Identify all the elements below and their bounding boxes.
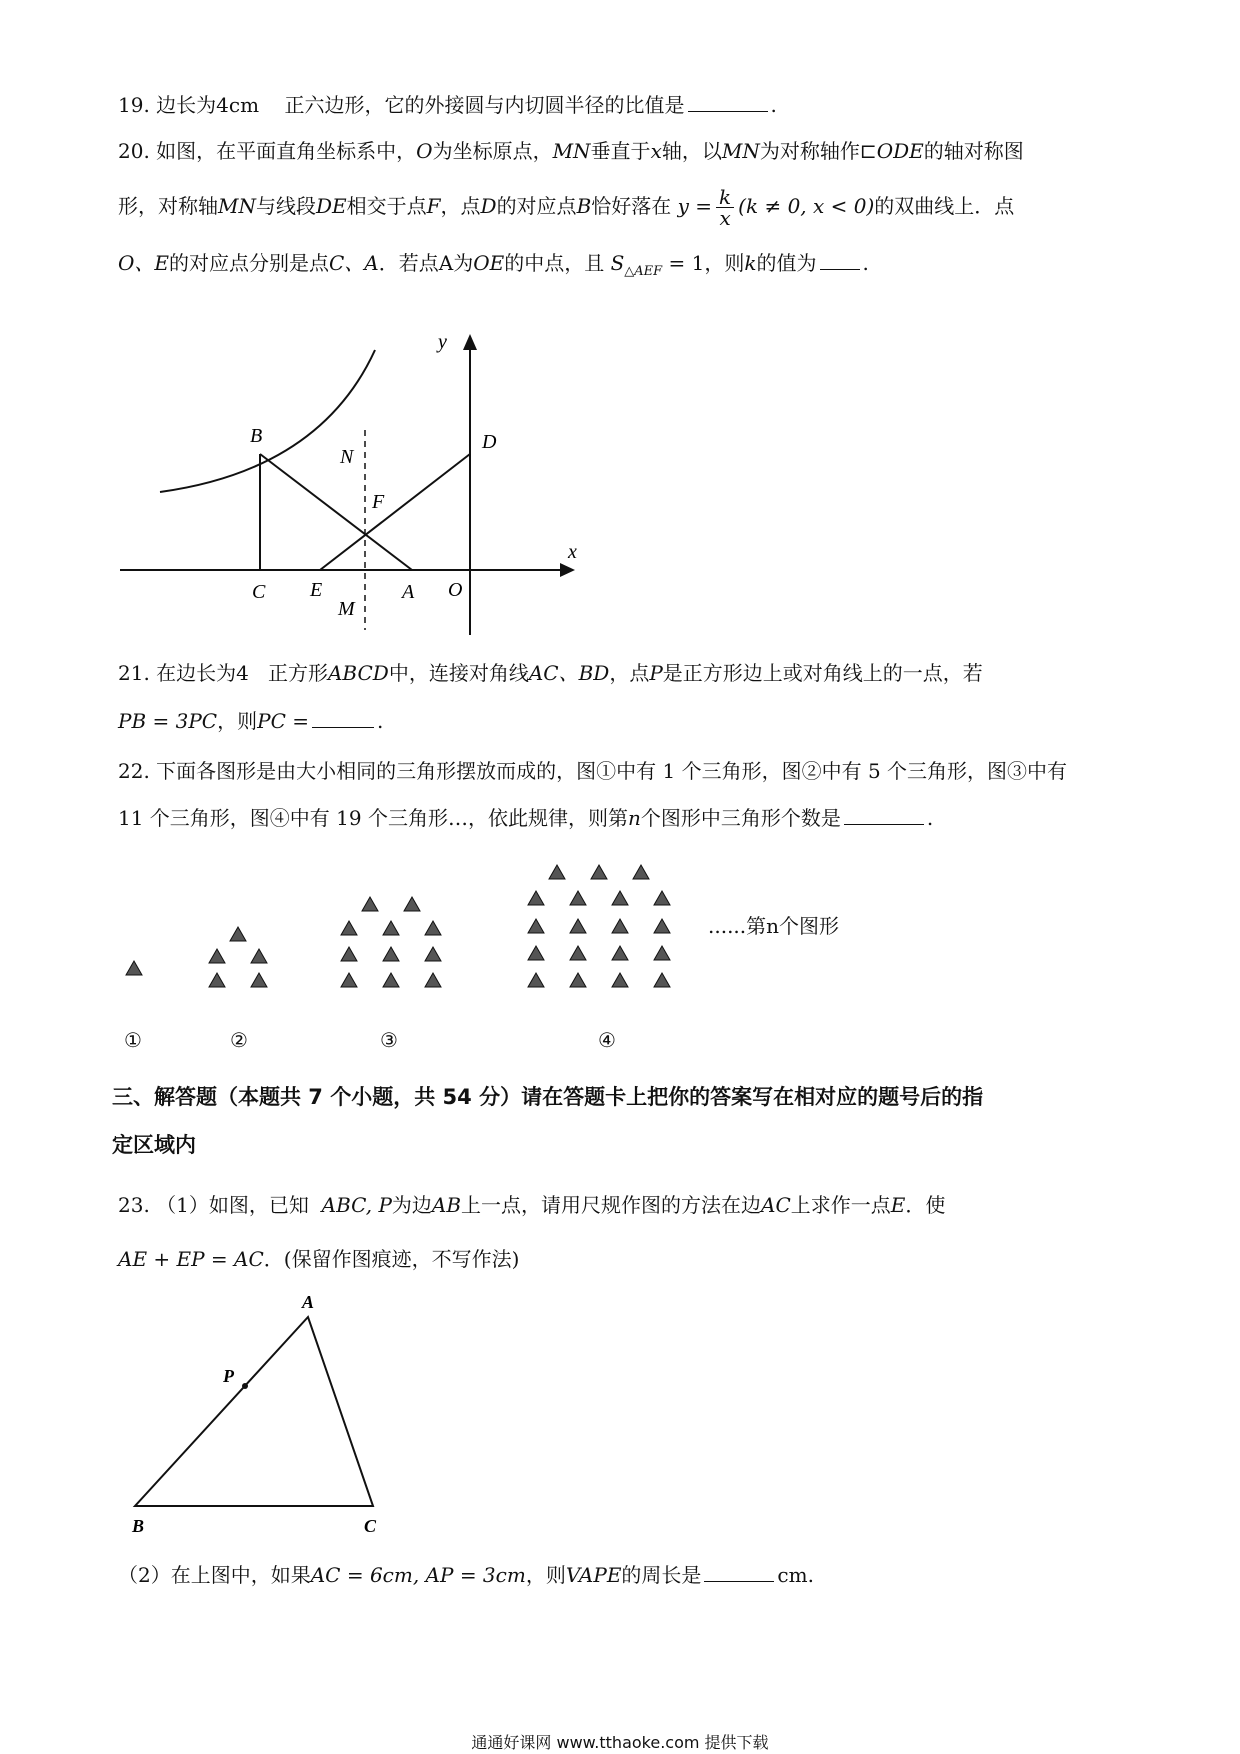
q20-t1e: 垂直于 <box>590 139 651 163</box>
q19-end: . <box>770 93 777 117</box>
x-axis-arrow <box>560 563 575 577</box>
triangle <box>383 947 399 961</box>
q21-end: . <box>377 709 384 733</box>
label-d: D <box>482 431 497 453</box>
q20-line-2 <box>118 187 1014 228</box>
label-c: C <box>252 581 266 603</box>
q23-t3b: AC = 6cm, AP = 3cm <box>310 1563 526 1587</box>
q23-line-1 <box>118 1190 945 1220</box>
triangle <box>362 897 378 911</box>
q20-t2d: DE <box>315 194 347 218</box>
q20-t2g: ，点 <box>440 194 481 218</box>
q20-area-val: = 1 <box>662 251 705 275</box>
triangle <box>654 973 670 987</box>
triangle <box>404 897 420 911</box>
section-3-heading-line-1: 三、解答题（本题共 7 个小题，共 54 分）请在答题卡上把你的答案写在相对应的题号后的指 <box>112 1085 984 1109</box>
label-c: C <box>364 1516 377 1536</box>
q20-t2a: 形，对称轴 <box>118 194 218 218</box>
triangle <box>570 919 586 933</box>
q23-t1b: ABC, P <box>321 1193 392 1217</box>
q20-t3b: 的对应点分别是点 <box>169 251 329 275</box>
q20-t1f: x <box>650 139 662 163</box>
q21-t2b: ，则 <box>217 709 258 733</box>
triangle <box>570 891 586 905</box>
q20-t2e: 相交于点 <box>346 194 427 218</box>
label-n: N <box>340 446 354 468</box>
q22-number: 22. <box>118 759 150 783</box>
triangle <box>654 891 670 905</box>
q21-number: 21. <box>118 661 150 685</box>
q23-t3c: ，则 <box>525 1563 566 1587</box>
triangle <box>570 946 586 960</box>
q20-t3f: 的中点，且 <box>504 251 605 275</box>
q20-figure <box>120 330 580 650</box>
triangle <box>341 947 357 961</box>
q21-t1d: 中，连接对角线 <box>388 661 529 685</box>
q20-t3j: k <box>744 251 757 275</box>
q21-t1e: AC、BD <box>528 661 610 685</box>
triangle <box>528 946 544 960</box>
q23-t1h: E <box>890 1193 906 1217</box>
q19-line <box>118 90 777 120</box>
q20-t3a: O、E <box>118 251 169 275</box>
triangle <box>654 946 670 960</box>
q23-triangle-figure <box>120 1290 420 1540</box>
q23-t1i: ．使 <box>905 1193 946 1217</box>
triangle <box>341 973 357 987</box>
page-footer: 通通好课网 www.tthaoke.com 提供下载 <box>471 1733 769 1752</box>
q20-area-sub: △AEF <box>624 264 663 279</box>
q20-answer-blank <box>820 249 860 270</box>
q20-t2h: D <box>480 194 497 218</box>
q23-t3e: 的周长是 <box>621 1563 702 1587</box>
q21-line-1 <box>118 658 983 688</box>
label-m: M <box>338 598 355 620</box>
q20-condition: (k ≠ 0, x < 0) <box>738 194 875 218</box>
y-axis-arrow <box>463 334 477 350</box>
q21-t2c: PC = <box>257 709 309 733</box>
q22-t1: 下面各图形是由大小相同的三角形摆放而成的，图①中有 1 个三角形，图②中有 5 个三角形，图③中有 <box>156 759 1068 783</box>
triangle <box>612 891 628 905</box>
q23-t2a: AE + EP = AC <box>118 1247 264 1271</box>
q19-answer-blank <box>688 91 768 112</box>
q20-t2c: 与线段 <box>255 194 316 218</box>
q20-t3d: ．若点A为 <box>378 251 474 275</box>
triangle <box>209 949 225 963</box>
triangle <box>383 921 399 935</box>
triangle <box>209 973 225 987</box>
q23-end: . <box>807 1563 814 1587</box>
q20-t2n: 的双曲线上．点 <box>874 194 1015 218</box>
triangle <box>612 946 628 960</box>
triangle <box>570 973 586 987</box>
q20-t1k: 的轴对称图 <box>923 139 1024 163</box>
section-3-heading-line-2: 定区域内 <box>112 1133 196 1157</box>
q22-nth-figure-note: ......第n个图形 <box>708 914 840 938</box>
q20-end: . <box>862 251 869 275</box>
q21-t1h: 是正方形边上或对角线上的一点，若 <box>662 661 983 685</box>
label-o: O <box>448 579 463 601</box>
q22-t2a: 11 个三角形，图④中有 19 个三角形…，依此规律，则第 <box>118 806 628 830</box>
q23-t1d: AB <box>431 1193 462 1217</box>
triangle <box>549 865 565 879</box>
q20-t2b: MN <box>218 194 256 218</box>
q20-t2f: F <box>426 194 441 218</box>
q23-t1f: AC <box>761 1193 791 1217</box>
q19-text-a: 边长为4cm <box>156 93 260 117</box>
q21-line-2 <box>118 706 383 736</box>
q23-t1e: 上一点，请用尺规作图的方法在边 <box>461 1193 762 1217</box>
q20-t3i: ，则 <box>704 251 745 275</box>
q20-number: 20. <box>118 139 150 163</box>
q20-t1b: O <box>416 139 433 163</box>
q19-number: 19. <box>118 93 150 117</box>
hyperbola-curve <box>160 350 375 492</box>
triangle <box>612 973 628 987</box>
q20-line-3 <box>118 248 869 287</box>
q22-line-2 <box>118 803 933 833</box>
q20-line-1 <box>118 136 1024 166</box>
q20-fraction <box>716 187 734 228</box>
q20-t2i: 的对应点 <box>496 194 577 218</box>
q23-line-3 <box>118 1560 814 1590</box>
triangle <box>425 947 441 961</box>
q21-t1a: 在边长为4 <box>156 661 249 685</box>
label-e: E <box>310 579 323 601</box>
q23-number: 23. <box>118 1193 150 1217</box>
label-b: B <box>250 425 263 447</box>
triangle <box>654 919 670 933</box>
q20-t1i: 为对称轴作 <box>759 139 860 163</box>
label-x: x <box>568 541 577 563</box>
q20-t1j: ⊏ODE <box>859 139 924 163</box>
q20-area-s: S <box>610 251 625 275</box>
triangle <box>425 973 441 987</box>
q20-t1g: 轴，以 <box>661 139 722 163</box>
q23-t2b: ．(保留作图痕迹，不写作法) <box>263 1247 520 1271</box>
q20-t1c: 为坐标原点， <box>432 139 553 163</box>
q23-unit: cm <box>777 1563 808 1587</box>
q21-t1g: P <box>649 661 663 685</box>
label-y: y <box>438 331 447 353</box>
q22-end: . <box>926 806 934 830</box>
triangle <box>528 919 544 933</box>
segment-ba <box>260 454 412 570</box>
q20-frac-num: k <box>716 187 734 208</box>
triangle <box>383 973 399 987</box>
segment-ed <box>320 454 470 570</box>
triangle <box>251 949 267 963</box>
triangle <box>126 961 142 975</box>
point-p <box>242 1383 248 1389</box>
triangle <box>528 973 544 987</box>
q21-t1f: ，点 <box>609 661 650 685</box>
triangle <box>230 927 246 941</box>
q20-formula-y: y = <box>677 194 713 218</box>
triangle-abc <box>135 1317 373 1506</box>
q23-t1g: 上求作一点 <box>790 1193 891 1217</box>
q22-t2c: 个图形中三角形个数是 <box>640 806 841 830</box>
q19-text-b: 正六边形，它的外接圆与内切圆半径的比值是 <box>284 93 685 117</box>
label-b: B <box>132 1516 145 1536</box>
q21-t1b: 正方形 <box>267 661 328 685</box>
q22-fig-label-4: ④ <box>598 1028 616 1052</box>
label-p: P <box>223 1366 234 1386</box>
q22-t2b: n <box>627 806 641 830</box>
q20-t2j: B <box>576 194 592 218</box>
q20-t2k: 恰好落在 <box>591 194 672 218</box>
triangle <box>633 865 649 879</box>
triangle <box>341 921 357 935</box>
triangle <box>425 921 441 935</box>
label-f: F <box>372 491 385 513</box>
triangle <box>612 919 628 933</box>
q22-fig-label-3: ③ <box>380 1028 398 1052</box>
q21-answer-blank <box>312 707 374 728</box>
q21-t1c: ABCD <box>327 661 389 685</box>
q20-t3k: 的值为 <box>756 251 817 275</box>
q23-answer-blank <box>704 1561 774 1582</box>
q23-t1c: 为边 <box>391 1193 432 1217</box>
q20-t1d: MN <box>552 139 591 163</box>
triangle <box>251 973 267 987</box>
q22-answer-blank <box>844 804 924 825</box>
q20-t1h: MN <box>721 139 760 163</box>
label-a: A <box>402 581 415 603</box>
q22-line-1 <box>118 756 1067 786</box>
q20-t1a: 如图，在平面直角坐标系中， <box>156 139 417 163</box>
q20-frac-den: x <box>719 206 731 230</box>
q23-t3a: （2）在上图中，如果 <box>118 1563 311 1587</box>
q22-fig-label-2: ② <box>230 1028 248 1052</box>
triangle <box>591 865 607 879</box>
label-a: A <box>302 1292 315 1312</box>
triangle <box>528 891 544 905</box>
q20-t3c: C、A <box>329 251 379 275</box>
q22-fig-label-1: ① <box>124 1028 142 1052</box>
q23-t1a: （1）如图，已知 <box>156 1193 309 1217</box>
q20-t3e: OE <box>473 251 505 275</box>
q23-line-2 <box>118 1244 519 1274</box>
q21-t2a: PB = 3PC <box>118 709 218 733</box>
q22-triangle-figures <box>110 850 710 1010</box>
q23-t3d: VAPE <box>565 1563 622 1587</box>
